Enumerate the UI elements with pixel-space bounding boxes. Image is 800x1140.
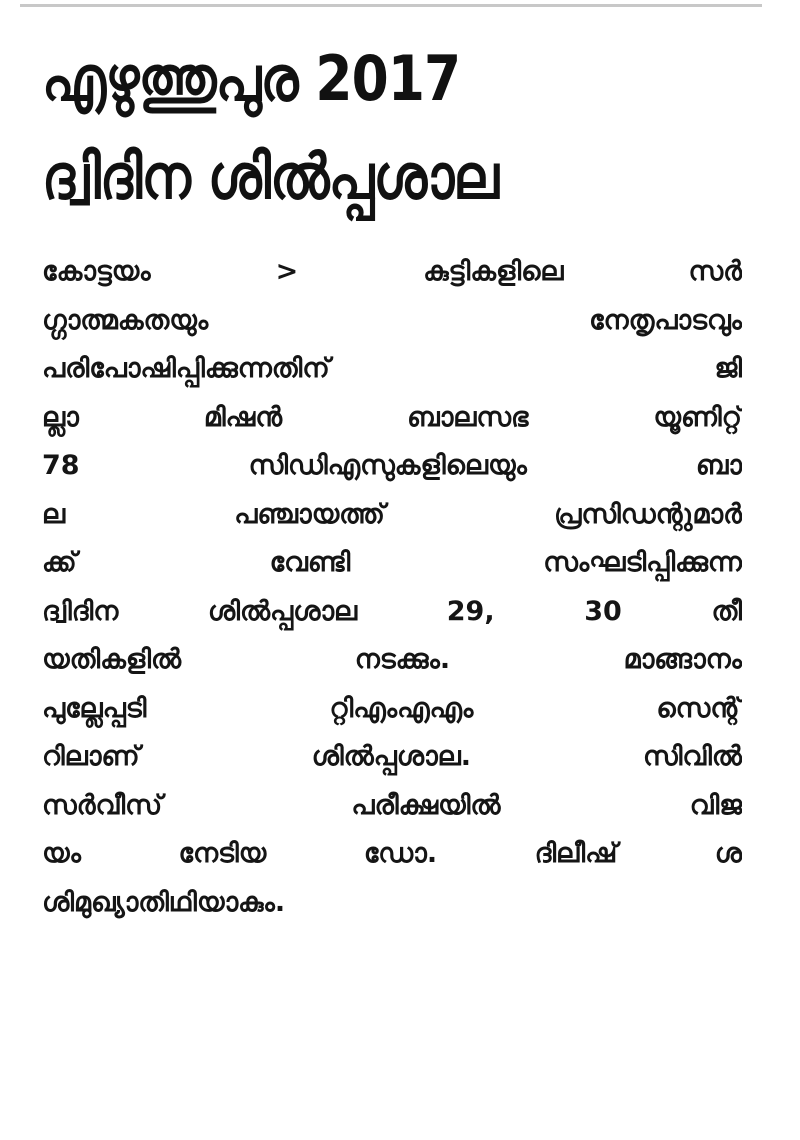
body-word: തീ [711,595,742,627]
headline [42,30,644,226]
body-word: റിലാണ് [42,741,140,772]
body-word: നേടിയ [178,838,267,869]
body-line-11 [42,733,742,782]
body-word: പഞ്ചായത്ത് [234,498,385,530]
body-line-8 [42,588,742,637]
body-word: ല്ലാ [42,401,79,433]
body-line-13 [42,830,742,879]
body-line-3 [42,345,742,394]
body-word: ഗ്ഗാത്മകതയും [42,304,209,336]
body-word: പരിപോഷിപ്പിക്കുന്നതിന് [42,353,330,384]
body-word: ദ്വിദിന [42,595,119,627]
body-word: ജി [714,353,742,384]
body-line-4 [42,394,742,443]
body-word: > [275,256,299,287]
body-word: നേതൃപാടവും [589,304,742,336]
body-word: ബാലസഭ [407,401,529,433]
body-word: 30 [584,595,622,627]
body-word: പുല്ലേപ്പടി [42,692,147,724]
body-word: പ്രസിഡന്റുമാർ [554,498,742,530]
body-word: ശി [42,886,75,918]
headline-line-2: ദ്വിദിന ശിൽപ്പശാല [42,140,499,213]
body-word: ബാ [695,450,742,481]
body-word: ശ [714,838,742,869]
body-word: ല [42,498,66,530]
body-line-14 [42,879,742,928]
body-word: റ്റിഎംഎഎം [329,692,474,724]
body-word: സിവിൽ [642,741,742,772]
body-word: പരീക്ഷയിൽ [351,789,501,821]
headline-line-1: എഴുത്തുപുര 2017 [42,42,461,115]
body-word: യം [42,838,81,869]
body-word: മുഖ്യാതിഥിയാകും. [74,886,286,918]
body-word: സർവീസ് [42,789,163,821]
body-word: സർ [688,256,742,287]
body-word: കോട്ടയം [42,256,151,287]
body-line-2 [42,297,742,346]
body-word: മാങ്ങാനം [623,644,742,675]
body-word: ഡോ. [363,838,438,869]
body-word: ശിൽപ്പശാല. [311,741,472,772]
body-word: 29, [446,595,495,627]
body-word: യതികളിൽ [42,644,182,675]
body-line-9 [42,636,742,685]
body-line-5 [42,442,742,491]
body-line-12 [42,782,742,831]
body-line-7 [42,539,742,588]
body-word: 78 [42,450,80,481]
body-word: നടക്കും. [354,644,451,675]
body-word: വേണ്ടി [269,547,351,578]
body-word: സംഘടിപ്പിക്കുന്ന [543,547,742,578]
body-word: കുട്ടികളിലെ [423,256,564,287]
body-word: സെന്റ് [656,692,742,724]
article-body [42,248,742,927]
body-line-1 [42,248,742,297]
body-line-6 [42,491,742,540]
body-word: യൂണിറ്റ് [653,401,742,433]
body-word: സിഡിഎസുകളിലെയും [248,450,527,481]
body-word: ക്ക് [42,547,77,578]
body-word: ദിലീഷ് [534,838,618,869]
body-word: വിജ [689,789,742,821]
body-word: മിഷൻ [203,401,283,433]
body-line-10 [42,685,742,734]
newspaper-clipping [42,30,742,927]
body-word: ശിൽപ്പശാല [207,595,358,627]
top-divider [20,4,762,7]
